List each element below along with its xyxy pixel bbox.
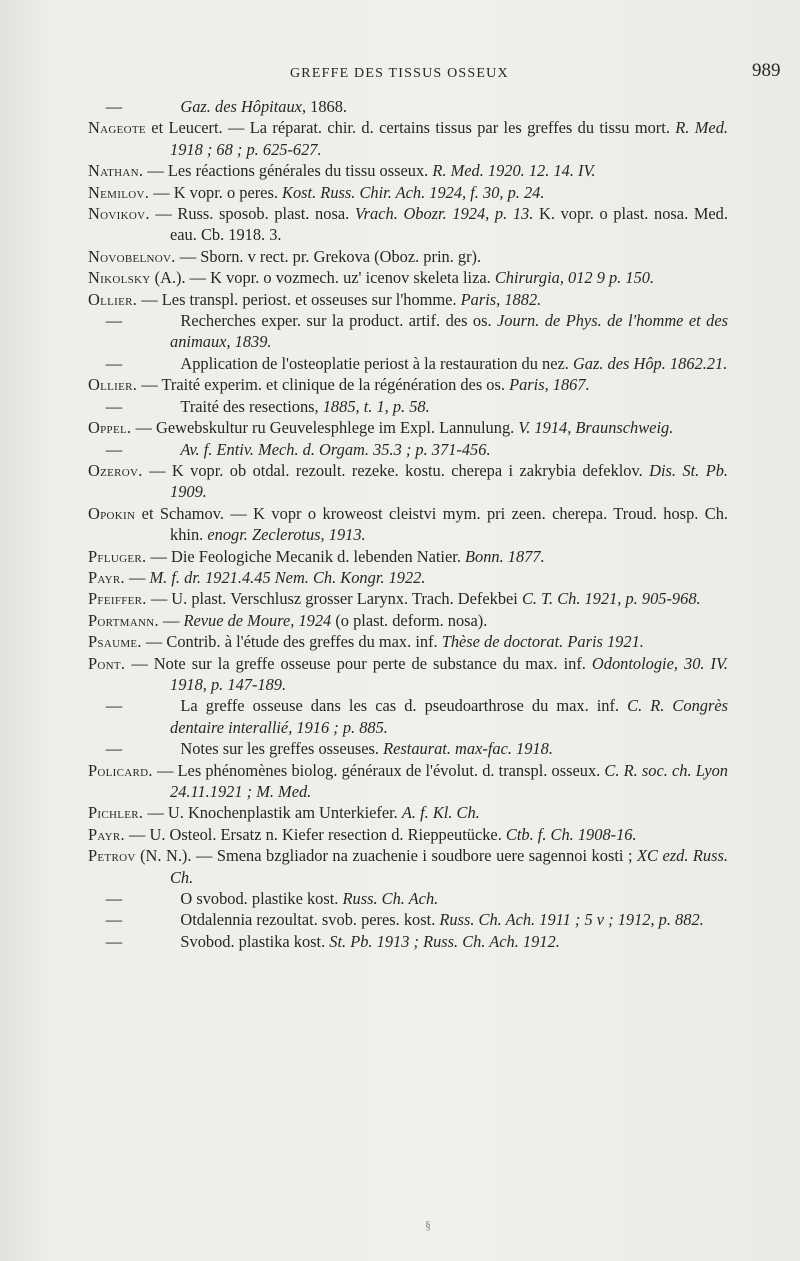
ditto-dash: — bbox=[105, 889, 123, 909]
entry-text: et Schamov. — K vopr o kroweost cleistvi mym. pri zeen. cherepa. Troud. hosp. Ch. khin. bbox=[135, 503, 728, 545]
bibliography-entry bbox=[88, 117, 728, 160]
entry-text: — Les transpl. periost. et osseuses sur l'homme. bbox=[137, 289, 461, 309]
entry-text: et Leucert. — La réparat. chir. d. certains tissus par les greffes du tissu mort. bbox=[145, 118, 676, 138]
entry-source: Russ. Ch. Ach. bbox=[342, 889, 439, 909]
entry-source: Odontologie, 30. IV. 1918, p. 147-189. bbox=[170, 653, 728, 694]
entry-source: Russ. Ch. Ach. 1911 ; 5 v ; 1912, p. 882. bbox=[439, 910, 704, 930]
bibliography-entry bbox=[88, 160, 728, 181]
entry-text: Svobod. plastika kost. bbox=[180, 931, 330, 951]
bibliography-entry bbox=[88, 396, 728, 417]
entry-text: Otdalennia rezoultat. svob. peres. kost. bbox=[180, 910, 440, 930]
entry-source: Restaurat. max-fac. 1918. bbox=[383, 739, 553, 759]
entry-author: Pichler. bbox=[88, 803, 144, 823]
entry-text: — U. Knochenplastik am Unterkiefer. bbox=[143, 803, 402, 823]
bibliography-entry bbox=[88, 96, 728, 117]
ditto-dash: — bbox=[105, 931, 123, 951]
bibliography-entry bbox=[88, 267, 728, 288]
bibliography-entry bbox=[88, 567, 728, 588]
entry-source: R. Med. 1918 ; 68 ; p. 625-627. bbox=[170, 118, 728, 159]
entry-source: Bonn. 1877. bbox=[465, 546, 545, 566]
entry-source: enogr. Zeclerotus, 1913. bbox=[207, 525, 366, 545]
bibliography-entry bbox=[88, 931, 728, 952]
entry-source: Journ. de Phys. de l'homme et des animaux, 1839. bbox=[170, 311, 728, 352]
entry-source: Paris, 1882. bbox=[460, 289, 542, 309]
entry-source: Gaz. des Hôp. 1862.21. bbox=[572, 353, 728, 373]
bibliography-entry bbox=[88, 588, 728, 609]
entry-source: R. Med. 1920. 12. 14. IV. bbox=[432, 161, 596, 181]
entry-text: — Les phénomènes biolog. généraux de l'évolut. d. transpl. osseux. bbox=[152, 760, 605, 780]
entry-text: — bbox=[124, 567, 150, 587]
entry-source: XC ezd. Russ. Ch. bbox=[170, 846, 728, 887]
bibliography-entry bbox=[88, 353, 728, 374]
entry-text: — Traité experim. et clinique de la régénération des os. bbox=[137, 375, 510, 395]
bibliography-entry bbox=[88, 802, 728, 823]
bibliography-list bbox=[88, 96, 728, 952]
entry-author: Pfeiffer. bbox=[88, 589, 147, 609]
bibliography-entry bbox=[88, 310, 728, 353]
entry-author: Ollier. bbox=[88, 289, 138, 309]
bibliography-entry bbox=[88, 760, 728, 803]
entry-text: (N. N.). — Smena bzgliador na zuachenie i soudbore uere sagennoi kosti ; bbox=[135, 846, 638, 866]
entry-text: — K vopr. ob otdal. rezoult. rezeke. kostu. cherepa i zakrybia defeklov. bbox=[142, 460, 650, 480]
footer-mark: § bbox=[425, 1218, 431, 1232]
entry-source: Ctb. f. Ch. 1908-16. bbox=[505, 824, 637, 844]
entry-source: Thèse de doctorat. Paris 1921. bbox=[441, 632, 644, 652]
entry-source: Revue de Moure, 1924 bbox=[183, 610, 332, 630]
ditto-dash: — bbox=[105, 910, 123, 930]
entry-author: Nikolsky bbox=[88, 268, 151, 288]
entry-author: Oppel. bbox=[88, 418, 132, 438]
entry-author: Petrov bbox=[88, 846, 136, 866]
entry-text: Traité des resections, bbox=[180, 396, 323, 416]
bibliography-entry bbox=[88, 203, 728, 246]
entry-text: — U. Osteol. Ersatz n. Kiefer resection d. Rieppeutücke. bbox=[124, 824, 506, 844]
entry-tail: , 1868. bbox=[301, 97, 348, 116]
entry-source: M. f. dr. 1921.4.45 Nem. Ch. Kongr. 1922. bbox=[149, 567, 426, 587]
entry-tail: (o plast. deform. nosa). bbox=[331, 610, 488, 630]
entry-author: Pfluger. bbox=[88, 546, 147, 566]
bibliography-entry bbox=[88, 909, 728, 930]
page-header bbox=[0, 60, 800, 88]
bibliography-entry bbox=[88, 631, 728, 652]
entry-text: — Gewebskultur ru Geuvelesphlege im Expl. Lannulung. bbox=[131, 418, 519, 438]
entry-author: Payr. bbox=[88, 824, 125, 844]
entry-author: Opokin bbox=[88, 503, 136, 523]
entry-source: Kost. Russ. Chir. Ach. 1924, f. 30, p. 24. bbox=[282, 182, 545, 202]
ditto-dash: — bbox=[105, 396, 123, 416]
bibliography-entry bbox=[88, 503, 728, 546]
entry-author: Novobelnov. bbox=[88, 246, 176, 266]
ditto-dash: — bbox=[105, 739, 123, 759]
ditto-dash: — bbox=[105, 439, 123, 459]
entry-source: Av. f. Entiv. Mech. d. Orgam. 35.3 ; p. 371-456. bbox=[180, 439, 491, 459]
entry-text: — Die Feologiche Mecanik d. lebenden Natier. bbox=[146, 546, 466, 566]
ditto-dash: — bbox=[105, 311, 123, 331]
entry-text: — Note sur la greffe osseuse pour perte de substance du max. inf. bbox=[125, 653, 592, 673]
bibliography-entry bbox=[88, 546, 728, 567]
entry-author: Ollier. bbox=[88, 375, 138, 395]
entry-text: — Les réactions générales du tissu osseux. bbox=[143, 161, 433, 181]
bibliography-entry bbox=[88, 888, 728, 909]
entry-source: Vrach. Obozr. 1924, p. 13. bbox=[354, 204, 534, 224]
entry-tail: K. vopr. o plast. nosa. Med. eau. Cb. 1918. 3. bbox=[170, 204, 728, 245]
entry-text: (A.). — K vopr. o vozmech. uz' icenov skeleta liza. bbox=[150, 268, 495, 288]
entry-source: Gaz. des Hôpitaux bbox=[180, 97, 302, 116]
entry-text: La greffe osseuse dans les cas d. pseudoarthrose du max. inf. bbox=[180, 696, 628, 716]
entry-author: Nathan. bbox=[88, 161, 144, 181]
entry-text: — Russ. sposob. plast. nosa. bbox=[149, 204, 355, 224]
entry-author: Payr. bbox=[88, 567, 125, 587]
bibliography-entry bbox=[88, 246, 728, 267]
page-number: 989 bbox=[752, 60, 781, 81]
entry-author: Novikov. bbox=[88, 204, 150, 224]
entry-text: — bbox=[158, 610, 184, 630]
entry-text: Recherches exper. sur la product. artif. des os. bbox=[180, 311, 498, 331]
bibliography-entry bbox=[88, 182, 728, 203]
entry-source: Dis. St. Pb. 1909. bbox=[170, 460, 728, 502]
entry-author: Portmann. bbox=[88, 610, 159, 630]
entry-text: — K vopr. o peres. bbox=[149, 182, 283, 202]
entry-text: — Contrib. à l'étude des greffes du max. inf. bbox=[141, 632, 442, 652]
entry-source: C. R. soc. ch. Lyon 24.11.1921 ; M. Med. bbox=[170, 760, 729, 801]
entry-author: Ozerov. bbox=[88, 460, 143, 480]
bibliography-entry bbox=[88, 738, 728, 759]
bibliography-entry bbox=[88, 439, 728, 460]
ditto-dash: — bbox=[105, 97, 123, 116]
bibliography-entry bbox=[88, 289, 728, 310]
entry-text: Notes sur les greffes osseuses. bbox=[180, 739, 384, 759]
entry-source: C. R. Congrès dentaire interallié, 1916 ; p. 885. bbox=[170, 696, 728, 737]
entry-author: Policard. bbox=[88, 760, 153, 780]
entry-source: St. Pb. 1913 ; Russ. Ch. Ach. 1912. bbox=[329, 931, 560, 951]
entry-text: Application de l'osteoplatie periost à la restauration du nez. bbox=[180, 353, 573, 373]
entry-source: C. T. Ch. 1921, p. 905-968. bbox=[521, 589, 701, 609]
bibliography-entry bbox=[88, 653, 728, 696]
entry-author: Nageote bbox=[88, 118, 146, 138]
bibliography-entry bbox=[88, 460, 728, 503]
ditto-dash: — bbox=[105, 353, 123, 373]
entry-source: Paris, 1867. bbox=[509, 375, 590, 395]
entry-source: V. 1914, Braunschweig. bbox=[518, 418, 674, 438]
bibliography-entry bbox=[88, 845, 728, 888]
ditto-dash: — bbox=[105, 696, 123, 716]
entry-text: — Sborn. v rect. pr. Grekova (Oboz. prin. gr). bbox=[175, 246, 482, 266]
entry-source: Chirurgia, 012 9 p. 150. bbox=[494, 268, 655, 288]
bibliography-entry bbox=[88, 374, 728, 395]
entry-author: Pont. bbox=[88, 653, 126, 673]
entry-text: O svobod. plastike kost. bbox=[180, 889, 343, 909]
bibliography-entry bbox=[88, 610, 728, 631]
running-head: GREFFE DES TISSUS OSSEUX bbox=[290, 66, 509, 81]
entry-source: A. f. Kl. Ch. bbox=[401, 803, 480, 823]
entry-source: 1885, t. 1, p. 58. bbox=[322, 396, 430, 416]
entry-text: — U. plast. Verschlusz grosser Larynx. Trach. Defekbei bbox=[146, 589, 522, 609]
bibliography-entry bbox=[88, 824, 728, 845]
entry-author: Psaume. bbox=[88, 632, 142, 652]
bibliography-entry bbox=[88, 695, 728, 738]
entry-author: Nemilov. bbox=[88, 182, 150, 202]
bibliography-entry bbox=[88, 417, 728, 438]
